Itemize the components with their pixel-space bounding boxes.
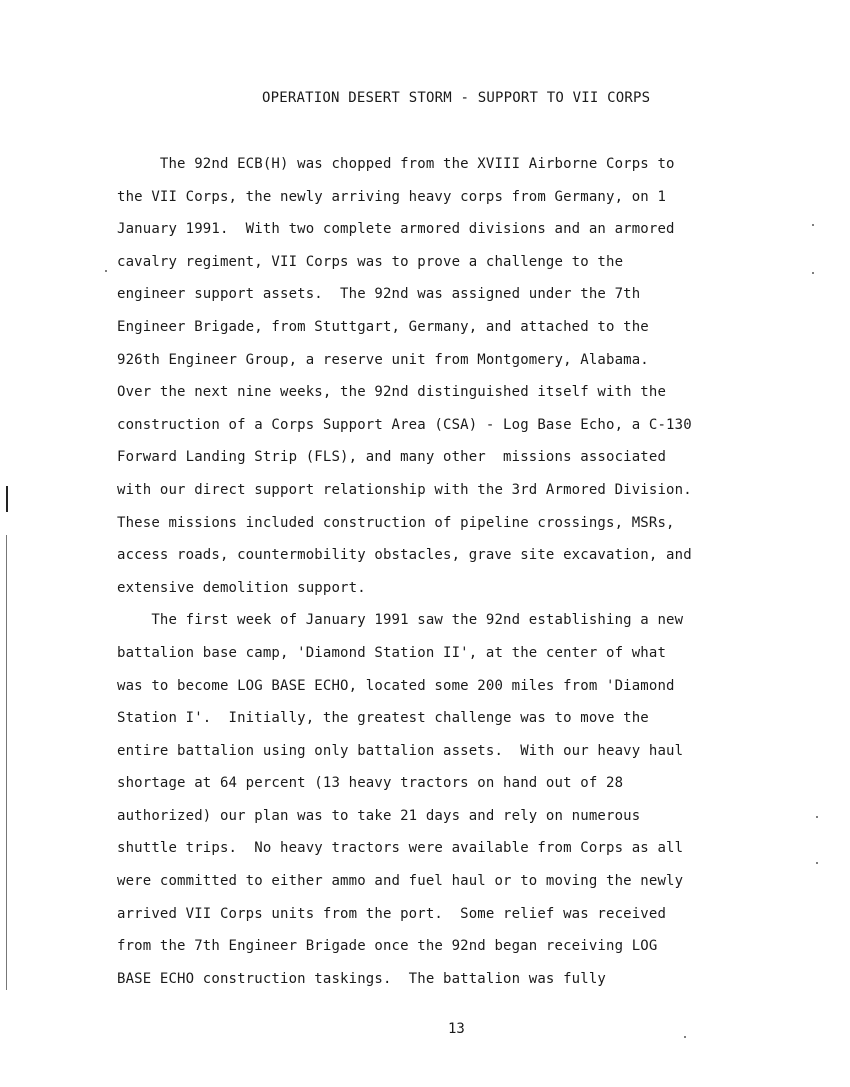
text-line: construction of a Corps Support Area (CSA) - Log Base Echo, a C-130	[117, 416, 692, 433]
scan-margin-mark	[6, 535, 7, 990]
text-line: the VII Corps, the newly arriving heavy corps from Germany, on 1	[117, 188, 667, 205]
text-line: Over the next nine weeks, the 92nd distinguished itself with the	[117, 384, 667, 401]
text-line: with our direct support relationship with the 3rd Armored Division.	[117, 481, 692, 498]
text-line: 926th Engineer Group, a reserve unit from Montgomery, Alabama.	[117, 351, 649, 368]
scan-speck	[812, 272, 814, 274]
text-line: The first week of January 1991 saw the 92nd establishing a new	[117, 612, 684, 629]
text-line: These missions included construction of pipeline crossings, MSRs,	[117, 514, 675, 531]
scan-margin-mark	[6, 486, 8, 512]
text-line: entire battalion using only battalion assets. With our heavy haul	[117, 742, 684, 759]
text-line: were committed to either ammo and fuel haul or to moving the newly	[117, 873, 684, 890]
text-line: Station I'. Initially, the greatest challenge was to move the	[117, 710, 649, 727]
text-line: The 92nd ECB(H) was chopped from the XVIII Airborne Corps to	[117, 156, 675, 172]
scan-speck	[684, 1036, 686, 1038]
text-line: was to become LOG BASE ECHO, located some 200 miles from 'Diamond	[117, 677, 675, 694]
text-line: access roads, countermobility obstacles, grave site excavation, and	[117, 547, 692, 564]
text-line: arrived VII Corps units from the port. Some relief was received	[117, 905, 667, 922]
text-line: January 1991. With two complete armored divisions and an armored	[117, 221, 675, 238]
text-line: battalion base camp, 'Diamond Station II', at the center of what	[117, 644, 667, 661]
text-line: shuttle trips. No heavy tractors were available from Corps as all	[117, 840, 684, 857]
page-title: OPERATION DESERT STORM - SUPPORT TO VII CORPS	[262, 90, 651, 106]
page-number: 13	[448, 1021, 465, 1037]
scan-speck	[816, 862, 818, 864]
text-line: engineer support assets. The 92nd was assigned under the 7th	[117, 286, 641, 303]
scan-speck	[105, 270, 107, 272]
text-line: shortage at 64 percent (13 heavy tractors on hand out of 28	[117, 775, 624, 792]
body-text	[117, 153, 817, 1000]
text-line: Forward Landing Strip (FLS), and many other missions associated	[117, 449, 667, 466]
text-line: Engineer Brigade, from Stuttgart, Germany, and attached to the	[117, 318, 649, 335]
scan-speck	[812, 224, 814, 226]
text-line: BASE ECHO construction taskings. The battalion was fully	[117, 970, 606, 987]
text-line: authorized) our plan was to take 21 days and rely on numerous	[117, 807, 641, 824]
text-line: extensive demolition support.	[117, 579, 366, 596]
text-line: cavalry regiment, VII Corps was to prove a challenge to the	[117, 253, 624, 270]
text-line: from the 7th Engineer Brigade once the 92nd began receiving LOG	[117, 938, 658, 955]
scan-speck	[816, 816, 818, 818]
